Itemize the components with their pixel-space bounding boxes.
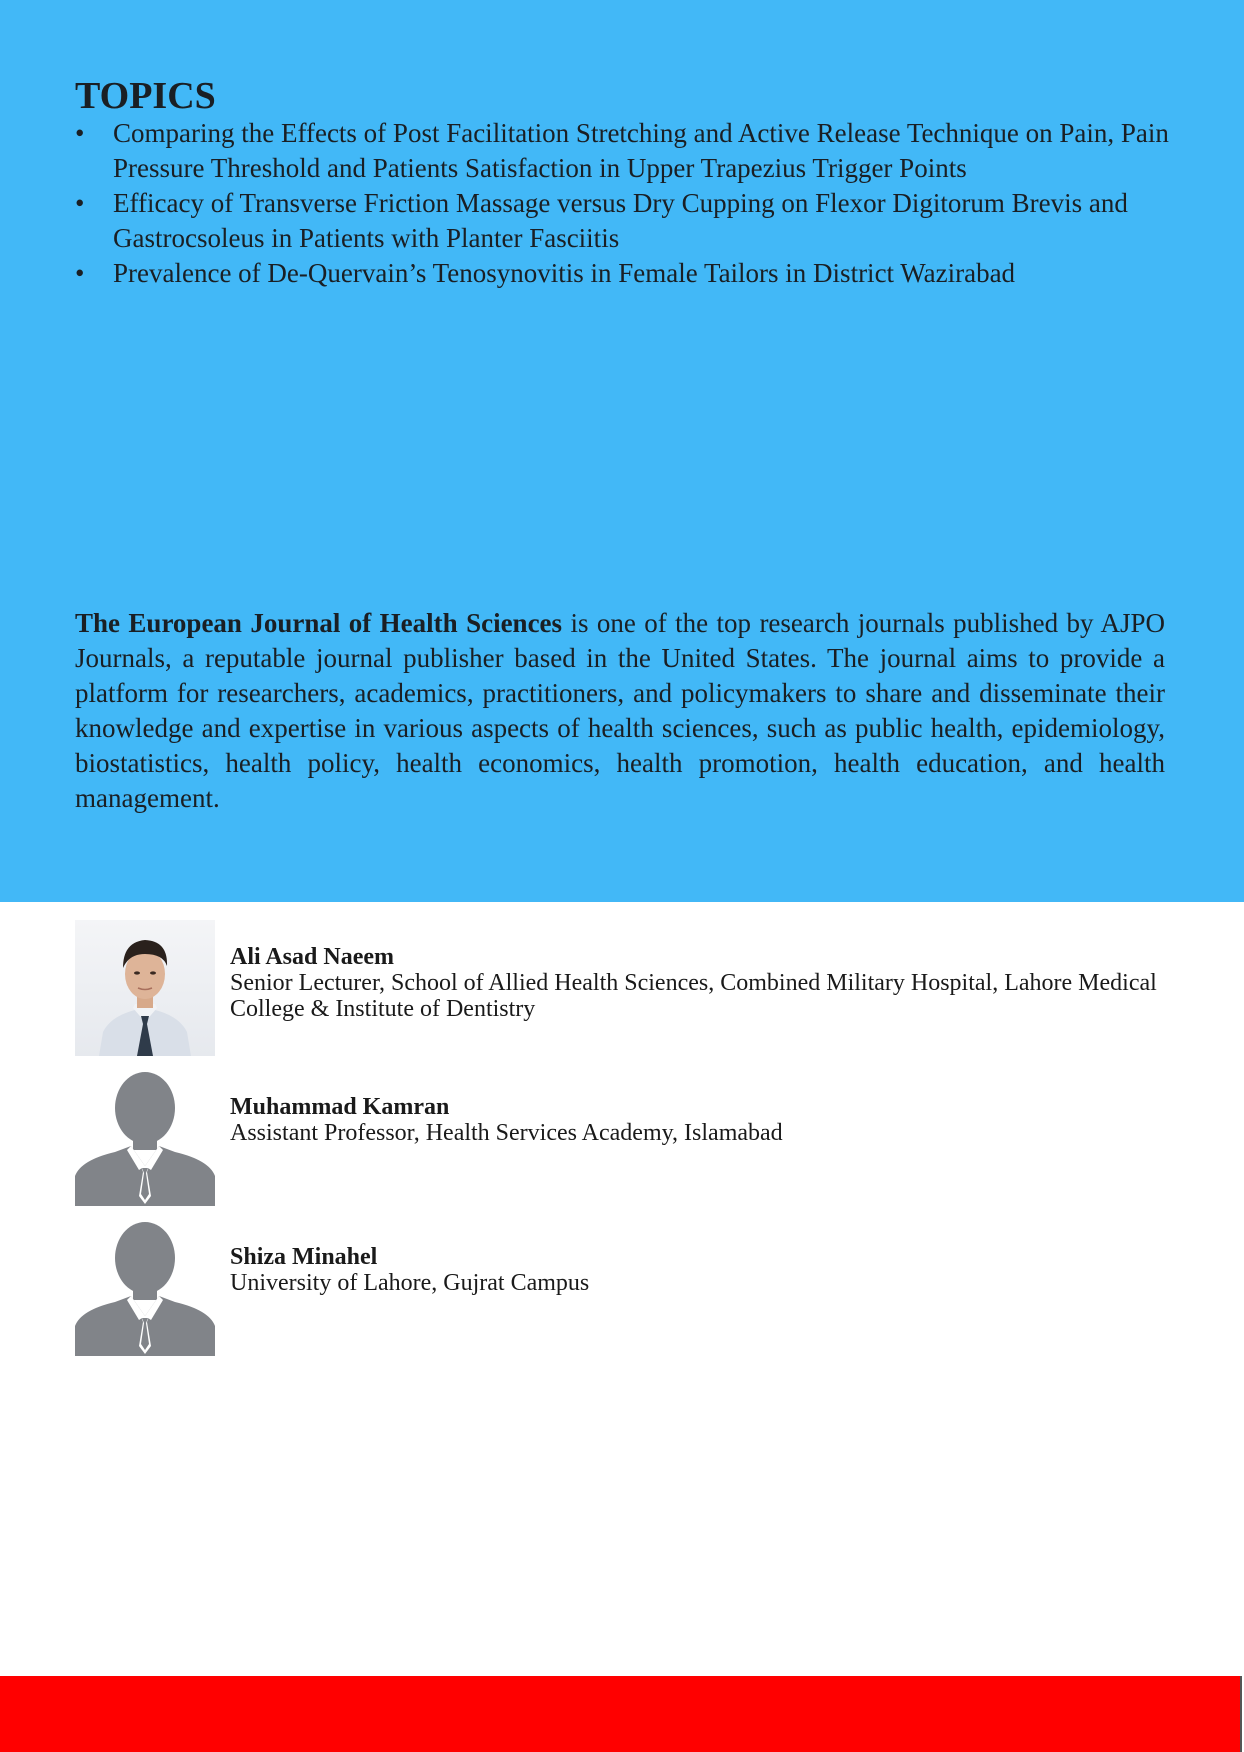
author-entry (75, 1220, 1175, 1356)
author-entry (75, 920, 1175, 1056)
author-affiliation: Senior Lecturer, School of Allied Health Sciences, Combined Military Hospital, Lahore Medical College & Institute of Dentistry (230, 970, 1157, 1022)
topic-text: Comparing the Effects of Post Facilitation Stretching and Active Release Technique on Pain, Pain Pressure Threshold and Patients Satisfaction in Upper Trapezius Trigger Points (113, 118, 1169, 183)
bullet-icon: • (75, 258, 85, 288)
topic-text: Efficacy of Transverse Friction Massage versus Dry Cupping on Flexor Digitorum Brevis and Gastrocsoleus in Patients with Planter Fasciitis (113, 188, 1128, 253)
footer-band (0, 1676, 1242, 1752)
author-name: Ali Asad Naeem (230, 944, 394, 970)
author-name: Shiza Minahel (230, 1244, 378, 1270)
author-entry (75, 1070, 1175, 1206)
topic-text: Prevalence of De-Quervain’s Tenosynovitis in Female Tailors in District Wazirabad (113, 258, 1016, 288)
person-silhouette-icon (75, 1220, 215, 1356)
topic-item (75, 186, 1175, 256)
author-info (230, 1244, 1170, 1296)
journal-description (75, 606, 1165, 816)
author-info (230, 1094, 1170, 1146)
author-photo (75, 920, 215, 1056)
topics-list (75, 116, 1175, 291)
journal-name: The European Journal of Health Sciences (75, 608, 563, 638)
journal-description-text: is one of the top research journals published by AJPO Journals, a reputable journal publisher based in the United States. The journal aims to provide a platform for researchers, academics, practitioners, and policymakers to share and disseminate their knowledge and expertise in various aspects of health sciences, such as public health, epidemiology, biostatistics, health policy, health economics, health promotion, health education, and health management. (75, 608, 1165, 813)
bullet-icon: • (75, 188, 85, 218)
author-info (230, 944, 1170, 1022)
topics-heading: TOPICS (75, 75, 216, 117)
bullet-icon: • (75, 118, 85, 148)
author-name: Muhammad Kamran (230, 1094, 450, 1120)
author-affiliation: University of Lahore, Gujrat Campus (230, 1270, 590, 1296)
topic-item (75, 256, 1175, 291)
person-silhouette-icon (75, 1070, 215, 1206)
author-affiliation: Assistant Professor, Health Services Academy, Islamabad (230, 1120, 783, 1146)
topic-item (75, 116, 1175, 186)
